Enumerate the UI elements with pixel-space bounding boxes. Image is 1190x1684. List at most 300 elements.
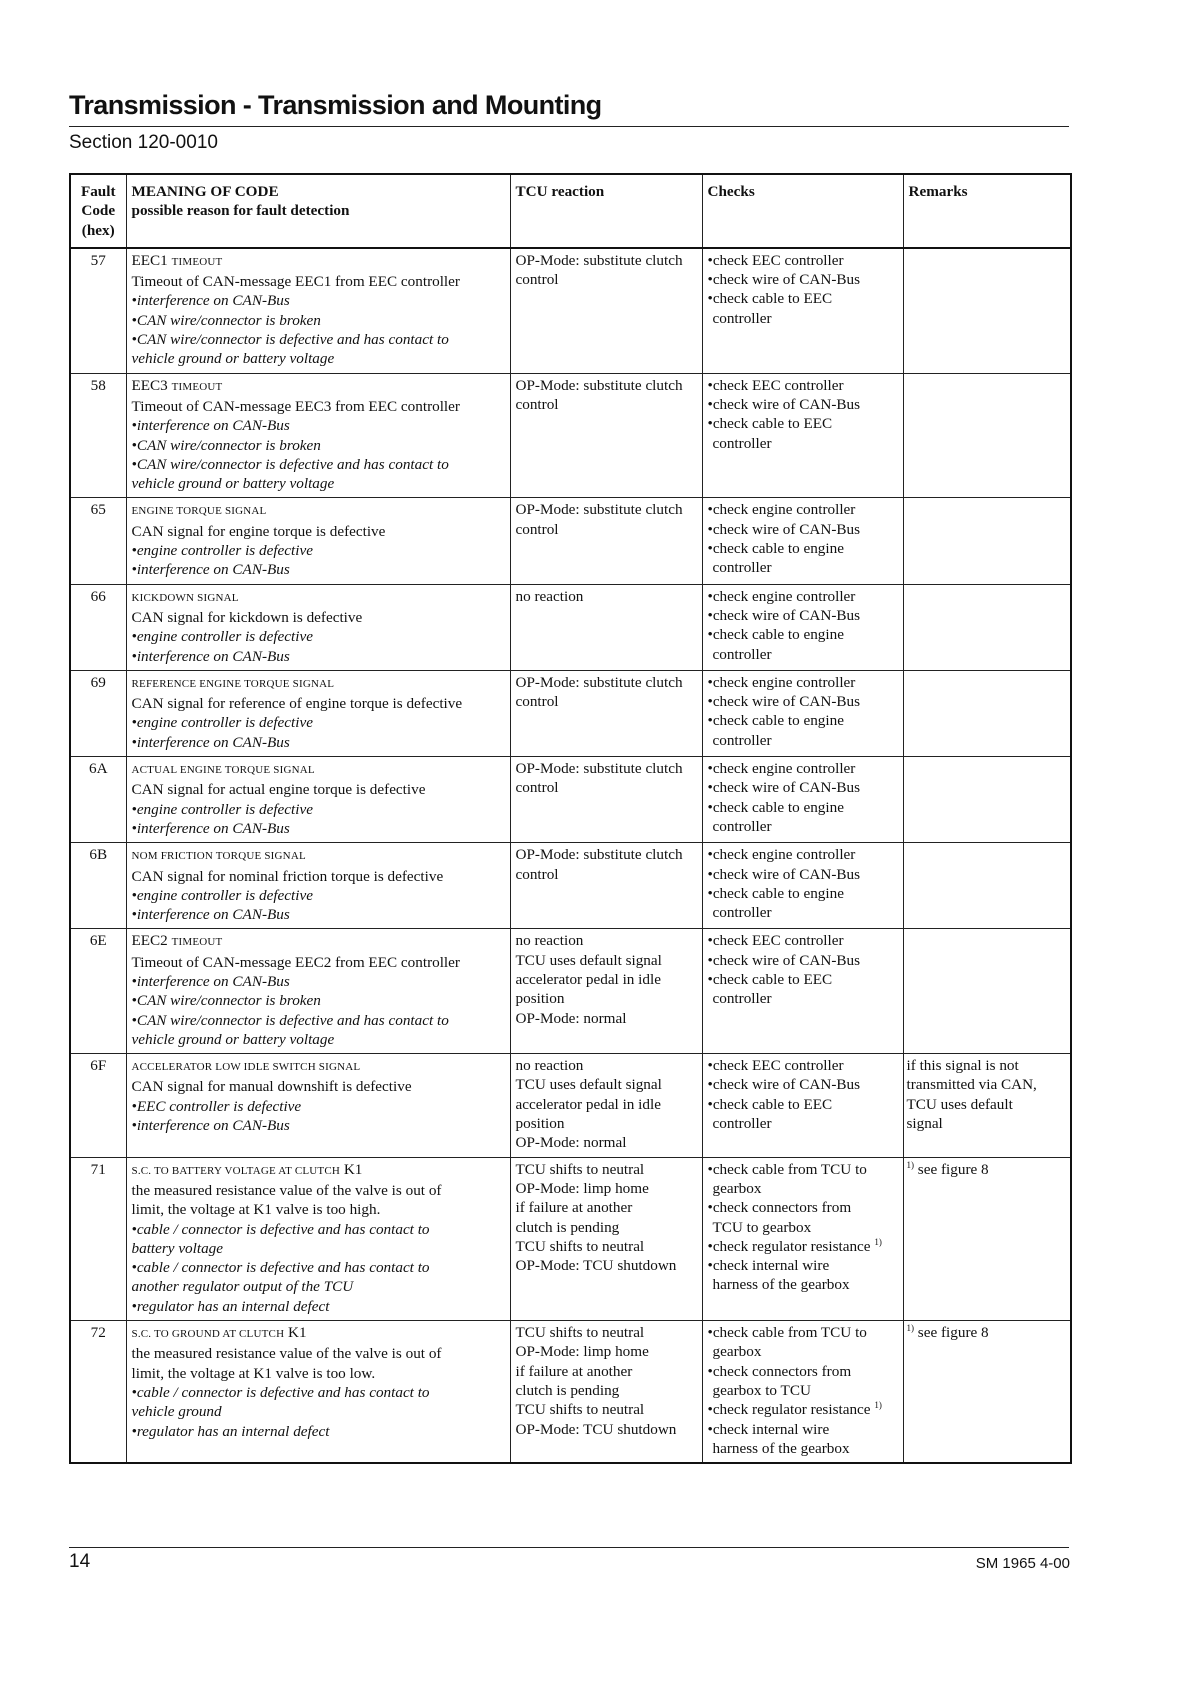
check-text: TCU to gearbox	[712, 1218, 812, 1236]
check-item	[708, 625, 898, 644]
check-text: •check engine controller	[707, 673, 856, 691]
checks-cell	[702, 670, 903, 756]
fault-reason: vehicle ground or battery voltage	[131, 350, 335, 368]
check-item	[708, 931, 898, 950]
check-text: gearbox to TCU	[712, 1381, 811, 1399]
check-item	[708, 395, 898, 414]
table-row	[70, 929, 1071, 1054]
check-text: •check wire of CAN-Bus	[707, 271, 861, 289]
check-text: controller	[712, 904, 772, 922]
fault-name	[132, 673, 505, 694]
fault-description: Timeout of CAN-message EEC3 from EEC controller	[131, 397, 460, 415]
tcu-reaction-line: OP-Mode: substitute clutch	[515, 673, 683, 691]
fault-reason: •engine controller is defective	[131, 714, 313, 732]
fault-code-cell: 72	[70, 1321, 126, 1464]
page-number: 14	[69, 1551, 91, 1572]
check-text: •check engine controller	[707, 846, 856, 864]
check-item	[708, 989, 898, 1008]
tcu-reaction-line: OP-Mode: substitute clutch	[515, 846, 683, 864]
tcu-reaction-line: TCU shifts to neutral	[515, 1237, 645, 1255]
title-divider	[69, 126, 1069, 127]
fault-reason: battery voltage	[131, 1239, 224, 1257]
checks-cell	[702, 843, 903, 929]
tcu-reaction-line: OP-Mode: normal	[515, 1134, 627, 1152]
fault-reason: •CAN wire/connector is defective and has contact to	[131, 455, 449, 473]
check-text: •check cable from TCU to	[707, 1160, 867, 1178]
fault-description: CAN signal for reference of engine torque is defective	[131, 695, 463, 713]
check-text: •check EEC controller	[707, 251, 844, 269]
remark-text: signal	[906, 1115, 943, 1133]
fault-description: CAN signal for kickdown is defective	[131, 608, 363, 626]
check-text: •check cable to engine	[707, 798, 844, 816]
fault-reason: •engine controller is defective	[131, 628, 313, 646]
check-text: •check cable to engine	[707, 540, 844, 558]
tcu-reaction-cell	[510, 757, 702, 843]
remarks-cell	[903, 373, 1071, 498]
check-item	[708, 500, 898, 519]
check-text: •check EEC controller	[707, 1057, 844, 1075]
tcu-reaction-cell	[510, 843, 702, 929]
tcu-reaction-line: OP-Mode: TCU shutdown	[515, 1420, 677, 1438]
fault-code-cell: 6F	[70, 1054, 126, 1157]
table-row	[70, 843, 1071, 929]
fault-name	[132, 587, 505, 608]
check-text: •check wire of CAN-Bus	[707, 865, 861, 883]
document-reference: SM 1965 4-00	[975, 1555, 1070, 1572]
fault-name	[132, 845, 505, 866]
check-text: •check cable to EEC	[707, 1095, 833, 1113]
remark-line	[907, 1323, 1066, 1342]
fault-reason: •interference on CAN-Bus	[131, 733, 290, 751]
check-item	[708, 414, 898, 433]
tcu-reaction-line: if failure at another	[515, 1362, 633, 1380]
page-title: Transmission - Transmission and Mounting	[69, 90, 602, 120]
remark-text: see figure 8	[917, 1324, 989, 1342]
tcu-reaction-line: no reaction	[515, 587, 584, 605]
fault-reason: •CAN wire/connector is defective and has contact to	[131, 331, 449, 349]
tcu-reaction-line: control	[515, 693, 559, 711]
check-item	[708, 1095, 898, 1114]
check-text: •check cable to EEC	[707, 415, 833, 433]
fault-name-label: KICKDOWN SIGNAL	[131, 591, 239, 604]
tcu-reaction-line: if failure at another	[515, 1199, 633, 1217]
tcu-reaction-line: TCU shifts to neutral	[515, 1324, 645, 1342]
section-number: Section 120-0010	[69, 132, 218, 153]
check-item	[708, 1179, 898, 1198]
check-item	[708, 1323, 898, 1342]
tcu-reaction-line: OP-Mode: TCU shutdown	[515, 1257, 677, 1275]
checks-cell	[702, 373, 903, 498]
check-text: •check regulator resistance	[707, 1237, 871, 1255]
tcu-reaction-line: clutch is pending	[515, 1218, 620, 1236]
check-item	[708, 1198, 898, 1217]
remarks-cell	[903, 929, 1071, 1054]
tcu-reaction-line: position	[515, 990, 565, 1008]
meaning-cell	[126, 1054, 510, 1157]
checks-cell	[702, 757, 903, 843]
fault-code-table	[69, 173, 1072, 1464]
check-text: •check internal wire	[707, 1420, 830, 1438]
check-item	[708, 1075, 898, 1094]
check-text: •check cable to engine	[707, 884, 844, 902]
table-row	[70, 757, 1071, 843]
fault-description: CAN signal for engine torque is defective	[131, 522, 386, 540]
fault-name	[132, 500, 505, 521]
check-item	[708, 1439, 898, 1458]
fault-description: limit, the voltage at K1 valve is too high.	[131, 1201, 381, 1219]
fault-name	[132, 251, 505, 272]
remark-line	[907, 1160, 1066, 1179]
tcu-reaction-line: no reaction	[515, 932, 584, 950]
check-text: •check cable to EEC	[707, 970, 833, 988]
fault-reason: •interference on CAN-Bus	[131, 647, 290, 665]
check-item	[708, 845, 898, 864]
fault-reason: •cable / connector is defective and has contact to	[131, 1259, 430, 1277]
fault-name	[132, 759, 505, 780]
meaning-cell	[126, 757, 510, 843]
fault-code-cell: 66	[70, 584, 126, 670]
check-item	[708, 692, 898, 711]
check-text: •check connectors from	[707, 1362, 852, 1380]
tcu-reaction-cell	[510, 248, 702, 373]
check-text: •check engine controller	[707, 501, 856, 519]
check-text: controller	[712, 434, 772, 452]
footer-divider	[69, 1547, 1069, 1548]
tcu-reaction-line: OP-Mode: substitute clutch	[515, 376, 683, 394]
check-text: controller	[712, 645, 772, 663]
check-item	[708, 1160, 898, 1179]
tcu-reaction-line: OP-Mode: substitute clutch	[515, 501, 683, 519]
tcu-reaction-line: position	[515, 1115, 565, 1133]
remarks-cell	[903, 1157, 1071, 1320]
remarks-cell	[903, 584, 1071, 670]
table-row	[70, 670, 1071, 756]
check-item	[708, 606, 898, 625]
table-row	[70, 1321, 1071, 1464]
fault-description: CAN signal for actual engine torque is defective	[131, 781, 426, 799]
check-item	[708, 759, 898, 778]
col-header-fault-code: Fault Code (hex)	[70, 174, 126, 248]
footnote-marker: 1)	[874, 1236, 882, 1247]
fault-code-cell: 6E	[70, 929, 126, 1054]
check-item	[708, 1056, 898, 1075]
fault-reason: •cable / connector is defective and has contact to	[131, 1383, 430, 1401]
check-item	[708, 865, 898, 884]
fault-name-label: TIMEOUT	[171, 380, 223, 393]
tcu-reaction-line: control	[515, 779, 559, 797]
fault-code-cell: 69	[70, 670, 126, 756]
meaning-cell	[126, 373, 510, 498]
fault-reason: •interference on CAN-Bus	[131, 972, 290, 990]
tcu-reaction-cell	[510, 929, 702, 1054]
meaning-cell	[126, 248, 510, 373]
fault-description: CAN signal for manual downshift is defective	[131, 1078, 412, 1096]
fault-name-main: EEC1	[131, 251, 168, 269]
fault-description: the measured resistance value of the valve is out of	[131, 1181, 442, 1199]
footnote-marker: 1)	[874, 1400, 882, 1411]
remarks-cell	[903, 248, 1071, 373]
checks-cell	[702, 1157, 903, 1320]
checks-cell	[702, 584, 903, 670]
checks-cell	[702, 1054, 903, 1157]
check-item	[708, 587, 898, 606]
fault-code-cell: 58	[70, 373, 126, 498]
fault-code-cell: 6A	[70, 757, 126, 843]
check-item	[708, 270, 898, 289]
fault-name	[132, 376, 505, 397]
check-text: •check wire of CAN-Bus	[707, 520, 861, 538]
check-item	[708, 251, 898, 270]
fault-name	[132, 1160, 505, 1181]
fault-name	[132, 931, 505, 952]
check-text: •check cable from TCU to	[707, 1324, 867, 1342]
check-text: •check wire of CAN-Bus	[707, 693, 861, 711]
check-item	[708, 1256, 898, 1275]
check-item	[708, 1114, 898, 1133]
fault-reason: •engine controller is defective	[131, 800, 313, 818]
check-item	[708, 817, 898, 836]
check-text: harness of the gearbox	[712, 1439, 850, 1457]
fault-code-cell: 57	[70, 248, 126, 373]
fault-rows	[70, 248, 1071, 1463]
check-text: •check cable to engine	[707, 626, 844, 644]
check-item	[708, 778, 898, 797]
check-item	[708, 884, 898, 903]
check-item	[708, 1275, 898, 1294]
tcu-reaction-line: accelerator pedal in idle	[515, 1095, 661, 1113]
remarks-cell	[903, 498, 1071, 584]
tcu-reaction-cell	[510, 498, 702, 584]
fault-reason: •regulator has an internal defect	[131, 1297, 330, 1315]
fault-reason: •interference on CAN-Bus	[131, 292, 290, 310]
fault-reason: •CAN wire/connector is broken	[131, 311, 321, 329]
col-header-checks: Checks	[702, 174, 903, 248]
check-text: •check regulator resistance	[707, 1401, 871, 1419]
fault-reason: •interference on CAN-Bus	[131, 819, 290, 837]
check-item	[708, 1342, 898, 1361]
check-item	[708, 376, 898, 395]
fault-name-suffix: K1	[343, 1160, 363, 1178]
check-item	[708, 970, 898, 989]
fault-name-main: EEC2	[131, 932, 168, 950]
table-row	[70, 498, 1071, 584]
check-text: •check cable to EEC	[707, 290, 833, 308]
check-text: controller	[712, 1115, 772, 1133]
remark-line	[907, 1114, 1066, 1133]
table-row	[70, 1054, 1071, 1157]
remark-text: see figure 8	[917, 1160, 989, 1178]
fault-reason: •engine controller is defective	[131, 886, 313, 904]
check-text: gearbox	[712, 1343, 762, 1361]
tcu-reaction-line: clutch is pending	[515, 1381, 620, 1399]
fault-name-label: S.C. TO GROUND AT CLUTCH	[131, 1328, 285, 1341]
fault-reason: •interference on CAN-Bus	[131, 906, 290, 924]
checks-cell	[702, 1321, 903, 1464]
fault-reason: •interference on CAN-Bus	[131, 1117, 290, 1135]
check-text: controller	[712, 309, 772, 327]
tcu-reaction-cell	[510, 373, 702, 498]
fault-name-label: TIMEOUT	[171, 255, 223, 268]
remark-text: TCU uses default	[906, 1095, 1013, 1113]
table-row	[70, 584, 1071, 670]
remarks-cell	[903, 757, 1071, 843]
meaning-cell	[126, 1321, 510, 1464]
meaning-cell	[126, 929, 510, 1054]
check-item	[708, 673, 898, 692]
tcu-reaction-line: TCU uses default signal	[515, 1076, 662, 1094]
remark-text: if this signal is not	[906, 1057, 1019, 1075]
fault-reason: •CAN wire/connector is broken	[131, 436, 321, 454]
fault-reason: vehicle ground or battery voltage	[131, 475, 335, 493]
fault-reason: •EEC controller is defective	[131, 1097, 302, 1115]
check-item	[708, 731, 898, 750]
check-item	[708, 434, 898, 453]
table-row	[70, 248, 1071, 373]
col-header-meaning: MEANING OF CODE possible reason for fault detection	[126, 174, 510, 248]
tcu-reaction-line: OP-Mode: substitute clutch	[515, 760, 683, 778]
fault-name-label: ACTUAL ENGINE TORQUE SIGNAL	[131, 764, 315, 777]
remarks-cell	[903, 1321, 1071, 1464]
remarks-cell	[903, 670, 1071, 756]
tcu-reaction-line: OP-Mode: normal	[515, 1009, 627, 1027]
check-item	[708, 1218, 898, 1237]
fault-name	[132, 1056, 505, 1077]
fault-name-label: TIMEOUT	[171, 936, 223, 949]
check-text: •check connectors from	[707, 1199, 852, 1217]
tcu-reaction-line: control	[515, 395, 559, 413]
check-text: •check wire of CAN-Bus	[707, 1076, 861, 1094]
fault-name-label: ENGINE TORQUE SIGNAL	[131, 505, 267, 518]
check-text: •check wire of CAN-Bus	[707, 779, 861, 797]
fault-reason: •CAN wire/connector is broken	[131, 992, 321, 1010]
checks-cell	[702, 498, 903, 584]
remark-line	[907, 1095, 1066, 1114]
fault-name-label: REFERENCE ENGINE TORQUE SIGNAL	[131, 677, 335, 690]
meaning-cell	[126, 843, 510, 929]
check-item	[708, 309, 898, 328]
fault-reason: •interference on CAN-Bus	[131, 561, 290, 579]
fault-name-label: S.C. TO BATTERY VOLTAGE AT CLUTCH	[131, 1164, 341, 1177]
tcu-reaction-cell	[510, 1157, 702, 1320]
check-item	[708, 1400, 898, 1419]
meaning-cell	[126, 1157, 510, 1320]
tcu-reaction-line: control	[515, 865, 559, 883]
fault-code-cell: 71	[70, 1157, 126, 1320]
fault-reason: •CAN wire/connector is defective and has contact to	[131, 1011, 449, 1029]
table-row	[70, 1157, 1071, 1320]
check-text: controller	[712, 559, 772, 577]
remark-text: transmitted via CAN,	[906, 1076, 1037, 1094]
check-item	[708, 1381, 898, 1400]
tcu-reaction-cell	[510, 670, 702, 756]
table-header-row	[70, 174, 1071, 248]
check-item	[708, 645, 898, 664]
fault-reason: vehicle ground or battery voltage	[131, 1030, 335, 1048]
tcu-reaction-line: TCU uses default signal	[515, 951, 662, 969]
check-item	[708, 558, 898, 577]
check-item	[708, 539, 898, 558]
col-header-tcu-reaction: TCU reaction	[510, 174, 702, 248]
tcu-reaction-line: no reaction	[515, 1057, 584, 1075]
fault-reason: vehicle ground	[131, 1403, 222, 1421]
fault-description: Timeout of CAN-message EEC2 from EEC controller	[131, 953, 460, 971]
fault-name	[132, 1323, 505, 1344]
fault-reason: another regulator output of the TCU	[131, 1278, 354, 1296]
fault-description: the measured resistance value of the valve is out of	[131, 1345, 442, 1363]
check-item	[708, 798, 898, 817]
check-item	[708, 1420, 898, 1439]
check-text: gearbox	[712, 1179, 762, 1197]
remarks-cell	[903, 1054, 1071, 1157]
tcu-reaction-cell	[510, 1321, 702, 1464]
check-text: •check wire of CAN-Bus	[707, 951, 861, 969]
footnote-marker: 1)	[906, 1322, 914, 1333]
check-item	[708, 1362, 898, 1381]
check-text: •check cable to engine	[707, 712, 844, 730]
check-item	[708, 951, 898, 970]
fault-description: Timeout of CAN-message EEC1 from EEC controller	[131, 273, 460, 291]
fault-name-label: ACCELERATOR LOW IDLE SWITCH SIGNAL	[131, 1061, 361, 1074]
fault-description: limit, the voltage at K1 valve is too low.	[131, 1364, 376, 1382]
fault-reason: •engine controller is defective	[131, 542, 313, 560]
check-item	[708, 520, 898, 539]
meaning-cell	[126, 670, 510, 756]
tcu-reaction-line: accelerator pedal in idle	[515, 970, 661, 988]
fault-name-main: EEC3	[131, 376, 168, 394]
check-text: harness of the gearbox	[712, 1276, 850, 1294]
fault-code-cell: 6B	[70, 843, 126, 929]
meaning-cell	[126, 584, 510, 670]
meaning-cell	[126, 498, 510, 584]
remarks-cell	[903, 843, 1071, 929]
checks-cell	[702, 929, 903, 1054]
check-item	[708, 711, 898, 730]
tcu-reaction-line: OP-Mode: limp home	[515, 1343, 649, 1361]
fault-code-cell: 65	[70, 498, 126, 584]
check-text: controller	[712, 817, 772, 835]
table-row	[70, 373, 1071, 498]
tcu-reaction-cell	[510, 584, 702, 670]
tcu-reaction-line: OP-Mode: limp home	[515, 1179, 649, 1197]
check-text: •check wire of CAN-Bus	[707, 395, 861, 413]
check-text: •check EEC controller	[707, 376, 844, 394]
col-header-remarks: Remarks	[903, 174, 1071, 248]
check-item	[708, 1237, 898, 1256]
check-text: •check engine controller	[707, 760, 856, 778]
fault-reason: •interference on CAN-Bus	[131, 417, 290, 435]
fault-name-label: NOM FRICTION TORQUE SIGNAL	[131, 850, 306, 863]
check-item	[708, 903, 898, 922]
remark-line	[907, 1056, 1066, 1075]
fault-name-suffix: K1	[288, 1324, 307, 1342]
tcu-reaction-line: TCU shifts to neutral	[515, 1401, 645, 1419]
check-text: •check engine controller	[707, 587, 856, 605]
check-text: •check internal wire	[707, 1257, 830, 1275]
check-text: controller	[712, 731, 772, 749]
tcu-reaction-line: control	[515, 520, 559, 538]
fault-reason: •regulator has an internal defect	[131, 1422, 330, 1440]
check-text: controller	[712, 990, 772, 1008]
tcu-reaction-cell	[510, 1054, 702, 1157]
tcu-reaction-line: OP-Mode: substitute clutch	[515, 251, 683, 269]
tcu-reaction-line: TCU shifts to neutral	[515, 1160, 645, 1178]
checks-cell	[702, 248, 903, 373]
check-text: •check EEC controller	[707, 932, 844, 950]
check-text: •check wire of CAN-Bus	[707, 606, 861, 624]
fault-description: CAN signal for nominal friction torque is defective	[131, 867, 444, 885]
remark-line	[907, 1075, 1066, 1094]
check-item	[708, 289, 898, 308]
